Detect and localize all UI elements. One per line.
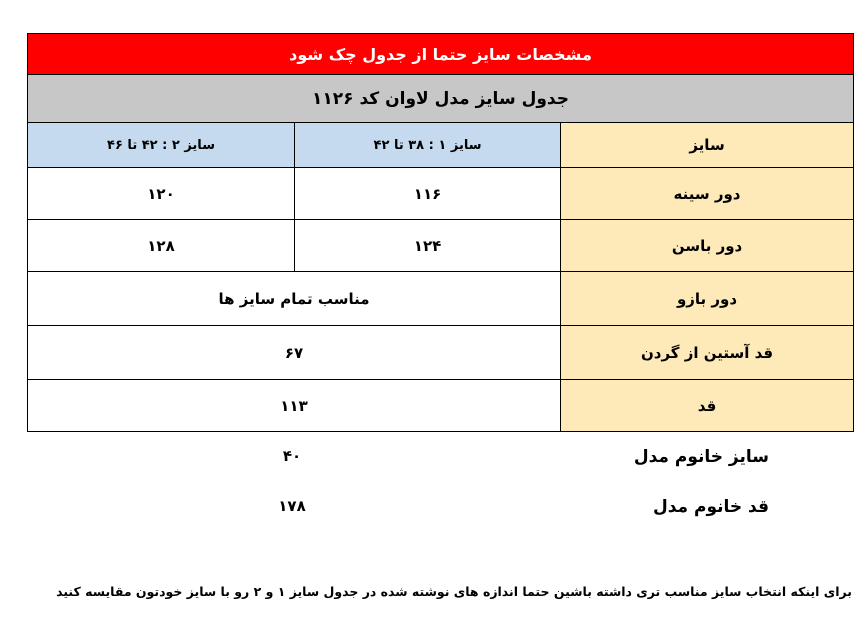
row-arm-value: مناسب تمام سایز ها (28, 272, 561, 326)
model-size-value: ۴۰ (282, 447, 302, 465)
row-chest-size-2: ۱۲۰ (28, 168, 295, 220)
row-label-length: قد (561, 380, 854, 432)
row-length-value: ۱۱۳ (28, 380, 561, 432)
row-label-arm: دور بازو (561, 272, 854, 326)
row-label-sleeve: قد آستین از گردن (561, 326, 854, 380)
row-hip-size-1: ۱۲۴ (295, 220, 561, 272)
table-title-row (28, 34, 854, 75)
model-height-value: ۱۷۸ (278, 497, 306, 515)
table-header-row (28, 123, 854, 168)
table-subtitle: جدول سایز مدل لاوان کد ۱۱۲۶ (28, 75, 854, 123)
table-title: مشخصات سایز حتما از جدول چک شود (28, 34, 854, 75)
row-sleeve-value: ۶۷ (28, 326, 561, 380)
table-row (28, 220, 854, 272)
table-row (28, 326, 854, 380)
table-row (28, 168, 854, 220)
size-note: برای اینکه انتخاب سایز مناسب تری داشته باشین حتما اندازه های نوشته شده در جدول سایز ۱ و ۲ رو با سایز خودتون مقایسه کنید (56, 584, 852, 599)
table-subtitle-row (28, 75, 854, 123)
row-label-chest: دور سینه (561, 168, 854, 220)
row-label-hip: دور باسن (561, 220, 854, 272)
row-chest-size-1: ۱۱۶ (295, 168, 561, 220)
model-height-label: قد خانوم مدل (652, 497, 769, 517)
model-size-row (27, 447, 853, 473)
model-size-label: سایز خانوم مدل (633, 447, 769, 467)
header-size-1: سایز ۱ : ۳۸ تا ۴۲ (295, 123, 561, 168)
header-size-label: سایز (561, 123, 854, 168)
row-hip-size-2: ۱۲۸ (28, 220, 295, 272)
table-row (28, 272, 854, 326)
table-row (28, 380, 854, 432)
model-height-row (27, 497, 853, 523)
size-chart-table (27, 33, 854, 432)
header-size-2: سایز ۲ : ۴۲ تا ۴۶ (28, 123, 295, 168)
